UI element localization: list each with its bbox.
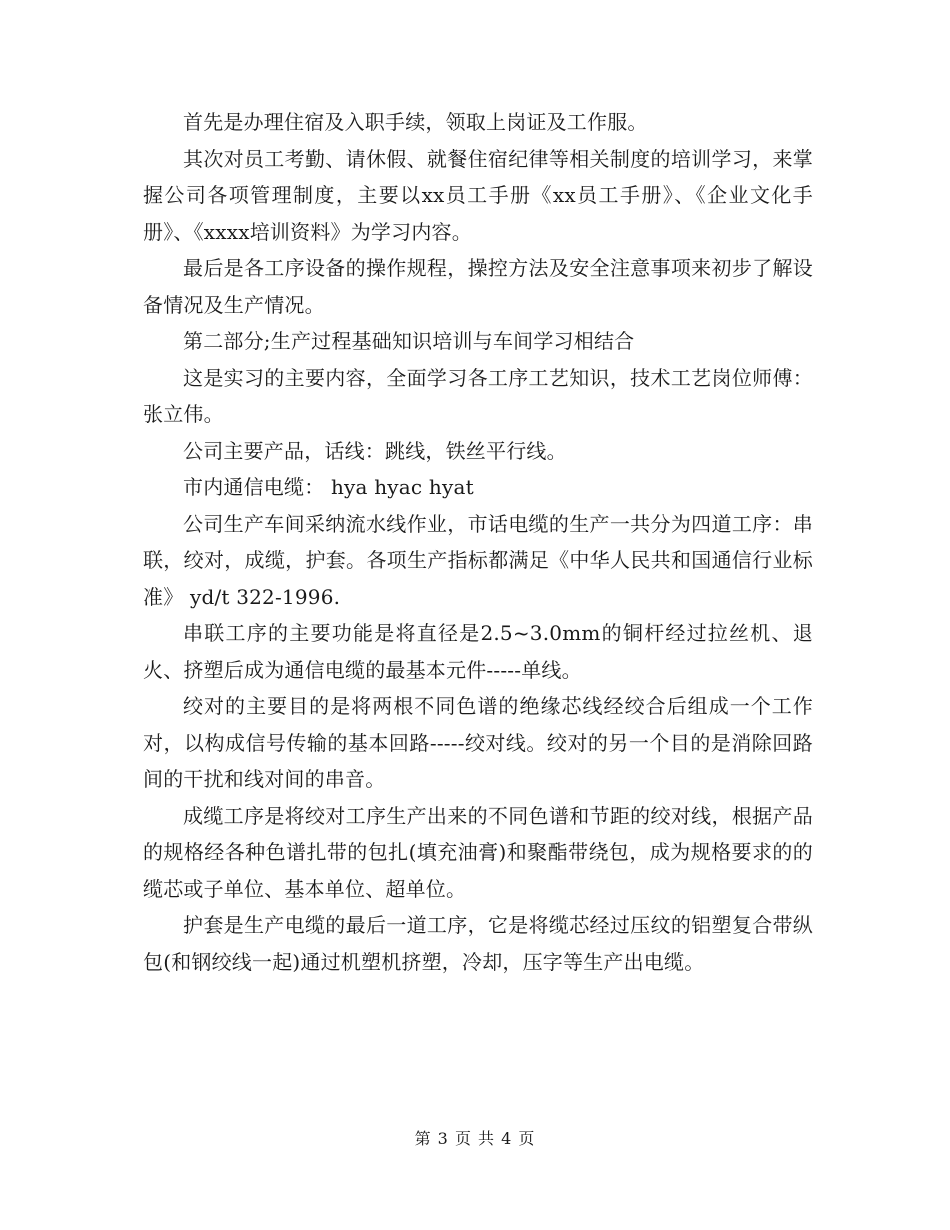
paragraph-cabling-process: 成缆工序是将绞对工序生产出来的不同色谱和节距的绞对线，根据产品的规格经各种色谱扎带的包扎(填充油膏)和聚酯带绕包，成为规格要求的的缆芯或子单位、基本单位、超单位。: [143, 803, 813, 901]
paragraph-local-cable: 市内通信电缆： hya hyac hyat: [183, 475, 474, 499]
paragraph-twisting-process: 绞对的主要目的是将两根不同色谱的绝缘芯线经绞合后组成一个工作对，以构成信号传输的基本回路-----绞对线。绞对的另一个目的是消除回路间的干扰和线对间的串音。: [143, 694, 813, 791]
paragraph-sheathing-process: 护套是生产电缆的最后一道工序，它是将缆芯经过压纹的铝塑复合带纵包(和钢绞线一起)通过机塑机挤塑，冷却，压字等生产出电缆。: [143, 913, 813, 974]
paragraph-equipment-operation: 最后是各工序设备的操作规程，操控方法及安全注意事项来初步了解设备情况及生产情况。: [143, 256, 813, 317]
paragraph-production-line: 公司生产车间采纳流水线作业，市话电缆的生产一共分为四道工序：串联，绞对，成缆，护套。各项生产指标都满足《中华人民共和国通信行业标准》 yd/t 322-1996.: [143, 511, 813, 609]
page-footer: [0, 1126, 950, 1149]
document-body: [143, 104, 813, 980]
paragraph-series-process: 串联工序的主要功能是将直径是2.5~3.0mm的铜杆经过拉丝机、退火、挤塑后成为通信电缆的最基本元件-----单线。: [143, 621, 813, 682]
paragraph-rules-training: 其次对员工考勤、请休假、就餐住宿纪律等相关制度的培训学习，来掌握公司各项管理制度，主要以xx员工手册《xx员工手册》、《企业文化手册》、《xxxx培训资料》为学习内容。: [143, 146, 813, 244]
paragraph-checkin: 首先是办理住宿及入职手续，领取上岗证及工作服。: [183, 110, 648, 134]
page-number-label: 第 3 页 共 4 页: [414, 1129, 536, 1148]
paragraph-main-content: 这是实习的主要内容，全面学习各工序工艺知识，技术工艺岗位师傅：张立伟。: [143, 365, 813, 426]
paragraph-main-products: 公司主要产品，话线：跳线，铁丝平行线。: [183, 438, 567, 463]
section-heading-part-two: 第二部分;生产过程基础知识培训与车间学习相结合: [183, 329, 635, 353]
